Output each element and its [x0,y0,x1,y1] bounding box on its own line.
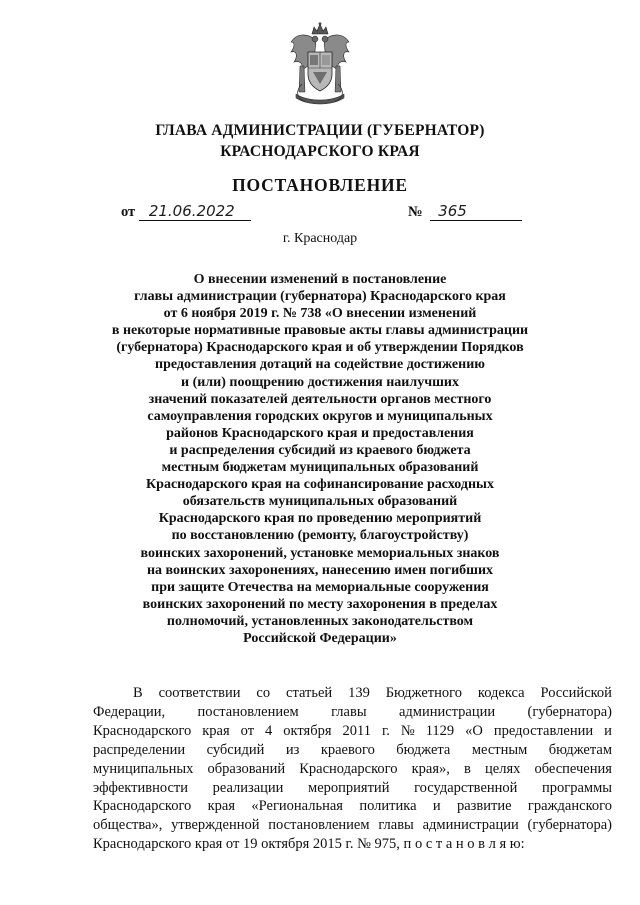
number-prefix: № [408,204,423,220]
title-line: Российской Федерации» [243,630,397,646]
body-word: от [240,722,255,739]
date-value: 21.06.2022 [148,202,235,220]
body-word: Бюджетного [385,685,462,701]
city: г. Краснодар [282,231,358,246]
body-line [93,816,612,835]
body-word: утвержденной [171,817,260,834]
title-line: значений показателей деятельности органов местного [148,391,492,407]
authority-line-2: КРАСНОДАРСКОГО КРАЯ [220,143,420,160]
title-line: Краснодарского края по проведению мероприятий [158,511,482,527]
body-word: администрации [398,703,496,720]
title-line: (губернатора) Краснодарского края и об утверждении Порядков [116,340,524,356]
body-word: мероприятий [308,779,390,796]
body-word: программы [542,779,612,796]
body-word: В [133,685,143,701]
date-field [121,203,251,221]
title-line: предоставления дотаций на содействие достижению [155,357,485,373]
title-line: при защите Отечества на мемориальные сооружения [151,579,489,595]
body-word: (губернатора) [527,703,612,720]
body-word: статьей [286,685,333,701]
body-line [93,741,612,760]
body-word: обеспечения [534,760,612,777]
body-word: 1129 [425,722,455,739]
body-word: муниципальных [93,760,194,777]
body-word: субсидий [206,741,265,758]
body-word: края [202,722,230,739]
date-underline [139,203,251,221]
document-title [60,271,580,647]
body-word: бюджетам [548,741,612,758]
number-underline [430,203,522,221]
body-word: администрации [422,817,519,834]
authority-heading [0,120,640,162]
body-line [93,779,612,798]
body-word: постановлением [268,817,370,834]
body-word: краевого [320,741,375,758]
body-word: гражданского [527,798,612,815]
title-line: в некоторые нормативные правовые акты главы администрации [111,323,529,339]
body-word: Краснодарского края от 19 октября 2015 г. № 975, п о с т а н о в л я ю: [93,836,525,853]
body-word: Краснодарского [299,760,398,777]
title-line: Краснодарского края на софинансирование расходных [146,477,494,493]
body-word: 139 [348,685,370,701]
document-type: ПОСТАНОВЛЕНИЕ [232,175,408,195]
body-word: целях [485,760,521,777]
body-word: 2011 [342,722,371,739]
body-word: главы [378,817,414,834]
body-line [93,760,612,779]
body-word: образований [207,760,286,777]
body-line [93,722,612,741]
body-word: соответствии [158,685,241,701]
body-word: Российской [540,685,612,701]
body-word: г. [381,722,390,739]
body-word: местным [471,741,528,758]
body-word: реализации [212,779,284,796]
coat-of-arms-emblem [288,22,352,108]
number-value: 365 [438,202,467,220]
title-line: по восстановлению (ремонту, благоустройству) [171,528,469,544]
title-line: и распределения субсидий из краевого бюджета [169,442,471,458]
body-word: эффективности [93,779,188,796]
body-word: № [400,722,415,739]
title-line: главы администрации (губернатора) Краснодарского края [134,289,506,305]
body-word: края», [411,760,450,777]
body-line [93,797,612,816]
body-word: «О [465,722,483,739]
title-line: на воинских захоронениях, нанесению имен погибших [146,562,494,578]
title-line: полномочий, установленных законодательством [166,613,474,629]
body-word: края [207,798,236,815]
body-word: политика [359,798,417,815]
body-word: общества», [93,817,163,834]
number-field [408,203,522,221]
body-word: октября [283,722,332,739]
body-word: распределении [93,741,186,758]
body-word: Краснодарского [93,722,192,739]
body-word: из [285,741,300,758]
body-line [93,703,612,722]
body-word: постановлением [197,703,299,720]
title-line: от 6 ноября 2019 г. № 738 «О внесении изменений [163,306,477,322]
body-line [93,684,612,703]
body-word: развитие [456,798,512,815]
body-line [93,835,612,854]
body-word: и [432,798,441,815]
body-word: Краснодарского [93,798,192,815]
body-word: Федерации, [93,703,166,720]
title-line: обязательств муниципальных образований [182,494,458,510]
body-word: и [604,722,612,739]
body-paragraph [93,684,612,854]
body-word: со [256,685,271,701]
body-word: бюджета [396,741,451,758]
body-word: главы [331,703,367,720]
body-word: 4 [265,722,273,739]
date-prefix: от [121,204,136,220]
body-word: в [464,760,471,777]
title-line: районов Краснодарского края и предоставления [166,425,474,441]
title-line: и (или) поощрению достижения наилучших [181,374,459,390]
body-word: (губернатора) [527,817,612,834]
title-line: воинских захоронений по месту захоронения в пределах [142,596,498,612]
body-word: кодекса [477,685,525,701]
authority-line-1: ГЛАВА АДМИНИСТРАЦИИ (ГУБЕРНАТОР) [155,122,485,139]
body-word: «Региональная [251,798,343,815]
title-line: воинских захоронений, установке мемориальных знаков [140,545,500,561]
body-word: предоставлении [493,722,594,739]
title-line: местным бюджетам муниципальных образований [161,460,479,476]
title-line: О внесении изменений в постановление [193,272,447,287]
title-line: самоуправления городских округов и муниципальных [147,408,493,424]
body-word: государственной [414,779,518,796]
